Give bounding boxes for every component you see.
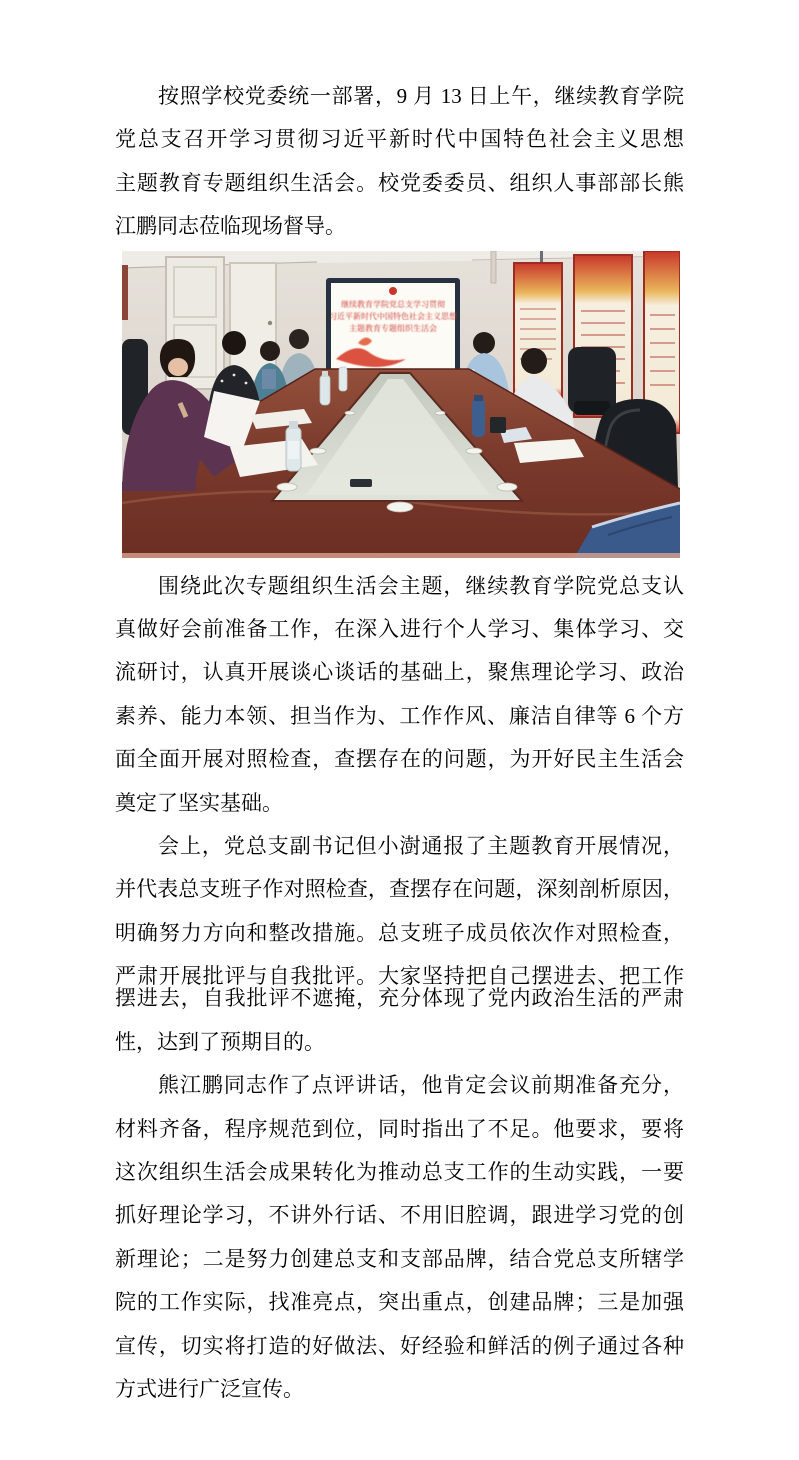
text-line: 奠定了坚实基础。 [115,790,283,815]
text-line: 材料齐备，程序规范到位，同时指出了不足。他要求，要将 [115,1116,684,1141]
text-line: 真做好会前准备工作，在深入进行个人学习、集体学习、交 [115,616,684,641]
thermos-blue [472,395,485,437]
text-line: 方式进行广泛宣传。 [115,1376,304,1401]
text-line: 摆进去，自我批评不遮掩，充分体现了党内政治生活的严肃 [115,986,684,1011]
wall-pipe [491,251,496,283]
phone [350,479,372,487]
text-line: 围绕此次专题组织生活会主题，继续教育学院党总支认 [158,573,684,598]
slide-title-line2: 习近平新时代中国特色社会主义思想 [329,311,457,321]
water-bottle-3 [339,367,347,391]
meeting-photo-graphic [122,251,680,558]
text-line: 院的工作实际，找准亮点，突出重点，创建品牌；三是加强 [115,1290,684,1315]
presentation-screen [326,278,460,380]
text-line: 严肃开展批评与自我批评。大家坚持把自己摆进去、把工作 [115,964,684,989]
slide-title-line3: 主题教育专题组织生活会 [349,323,437,333]
photo-bottom-edge [122,553,680,558]
paragraph [115,1064,684,1411]
text-line: 素养、能力本领、担当作为、工作作风、廉洁自律等 6 个方 [115,703,684,728]
paragraph [115,565,684,825]
paragraph [115,75,684,249]
meeting-photo [122,251,680,558]
text-line: 熊江鹏同志作了点评讲话，他肯定会议前期准备充分， [158,1073,684,1098]
text-line: 抓好理论学习，不讲外行话、不用旧腔调，跟进学习党的创 [115,1203,684,1228]
water-bottle-1 [286,421,301,471]
text-line: 明确努力方向和整改措施。总支班子成员依次作对照检查， [115,920,684,945]
leather-chair-far [568,347,616,415]
text-line: 江鹏同志莅临现场督导。 [115,214,346,239]
wall-trim [122,265,128,320]
text-line: 会上，党总支副书记但小澍通报了主题教育开展情况， [158,833,684,858]
text-line: 党总支召开学习贯彻习近平新时代中国特色社会主义思想 [115,127,684,152]
text-line: 按照学校党委统一部署，9 月 13 日上午，继续教育学院 [158,84,684,108]
black-mug [490,417,506,433]
text-line: 流研讨，认真开展谈心谈话的基础上，聚焦理论学习、政治 [115,660,684,685]
text-line: 这次组织生活会成果转化为推动总支工作的生动实践，一要 [115,1160,684,1185]
text-line: 新理论；二是努力创建总支和支部品牌，结合党总支所辖学 [115,1246,684,1271]
slide-title-line1: 继续教育学院党总支学习贯彻 [341,299,445,309]
text-line: 性，达到了预期目的。 [115,1029,325,1054]
text-line: 面全面开展对照检查，查摆存在的问题，为开好民主生活会 [115,747,684,772]
text-line: 宣传，切实将打造的好做法、好经验和鲜活的例子通过各种 [115,1333,684,1358]
water-bottle-2 [320,371,330,405]
article-body [115,75,684,1411]
paragraph [115,825,684,1064]
text-line: 并代表总支班子作对照检查，查摆存在问题，深刻剖析原因， [115,877,684,902]
text-line: 主题教育专题组织生活会。校党委委员、组织人事部部长熊 [115,170,684,195]
